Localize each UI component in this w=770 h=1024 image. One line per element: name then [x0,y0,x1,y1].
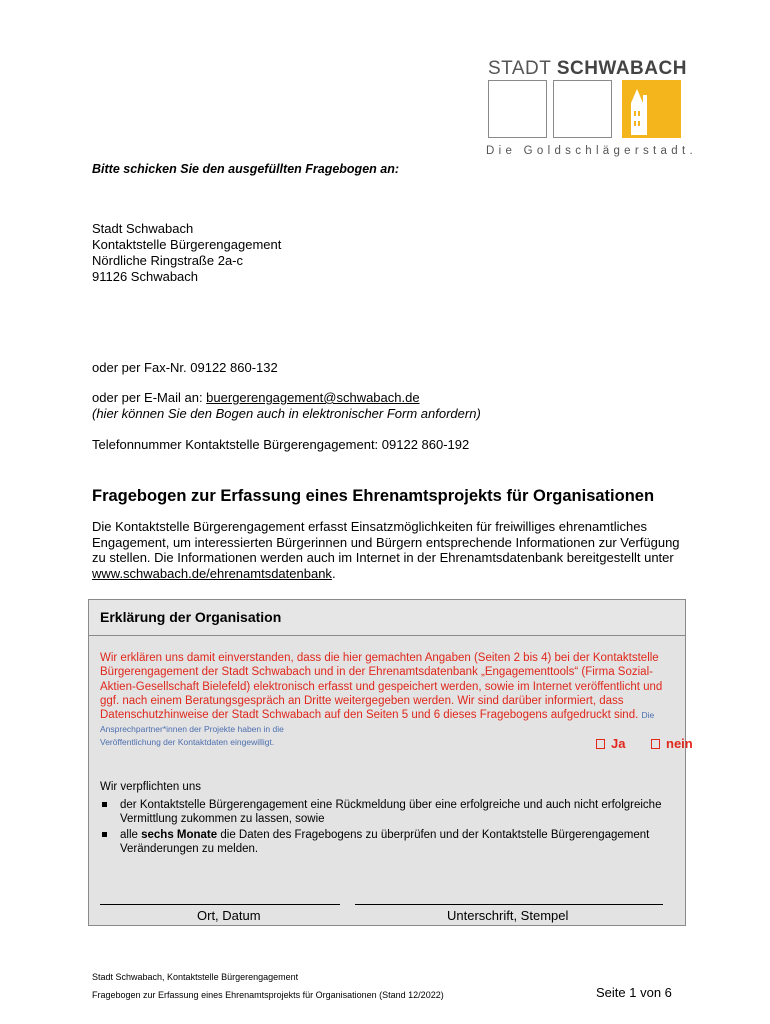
consent-text [100,651,680,737]
bullet-text-pre: alle [120,829,142,841]
place-date-label: Ort, Datum [197,908,261,923]
ja-checkbox[interactable] [596,739,605,749]
page-title: Fragebogen zur Erfassung eines Ehrenamtsprojekts für Organisationen [92,487,655,505]
address-line: Nördliche Ringstraße 2a-c [92,253,244,268]
list-item [100,798,675,826]
bullet-text-bold: sechs Monate [141,829,218,841]
tower-icon [623,81,682,139]
signature-label: Unterschrift, Stempel [447,908,569,923]
declaration-header [89,600,685,636]
logo-box-gold [622,80,681,138]
nein-label: nein [666,736,693,751]
contact-note-2: Veröffentlichung der Kontaktdaten eingewilligt. [100,737,275,747]
address-line: Stadt Schwabach [92,221,194,236]
ja-option[interactable] [596,736,625,751]
bullet-icon [102,802,107,807]
logo-tagline: Die Goldschlägerstadt. [486,145,697,157]
description-paragraph [92,519,692,581]
email-note: (hier können Sie den Bogen auch in elektronischer Form anfordern) [92,406,481,421]
fax-line: oder per Fax-Nr. 09122 860-132 [92,360,278,375]
declaration-box [88,599,693,926]
bullet-icon [102,832,107,837]
database-link[interactable]: www.schwabach.de/ehrenamtsdatenbank [92,565,332,581]
email-block [92,390,481,422]
description-text: Die Kontaktstelle Bürgerengagement erfasst Einsatzmöglichkeiten für freiwilliges ehrenamtliches Engagement, um interessierten Bürgerinnen und Bürgern entsprechende Informationen zur Verfügung zu stellen. Die Informationen werden auch im Internet in der Ehrenamtsdatenbank bereitgestellt unter [92,519,680,565]
logo-name: SCHWABACH [556,58,687,79]
signature-line[interactable] [355,904,663,905]
email-link[interactable]: buergerengagement@schwabach.de [206,390,420,405]
address-line: 91126 Schwabach [92,269,199,284]
bullet-text: der Kontaktstelle Bürgerengagement eine Rückmeldung über eine erfolgreiche und auch nicht erfolgreiche Vermittlung zukommen zu lassen, sowie [120,799,662,825]
logo-box-2 [553,80,612,138]
logo-stadt: STADT [488,58,552,79]
obligation-list [100,798,675,858]
logo-box-1 [488,80,547,138]
consent-statement: Wir erklären uns damit einverstanden, dass die hier gemachten Angaben (Seiten 2 bis 4) bei der Kontaktstelle Bürgerengagement der Stadt Schwabach und in der Ehrenamtsdatenbank „Engagementtools“ (Firma Sozial-Aktien-Gesellschaft Bielefeld) elektronisch erfasst und gespeichert werden, sowie im Internet veröffentlicht und ggf. nach einem Beratungsgespräch an Dritte weitergegeben werden. Wir sind darüber informiert, dass Datenschutzhinweise der Stadt Schwabach auf den Seiten 5 und 6 dieses Fragebogens aufgedruckt sind. [100,652,663,722]
email-prefix: oder per E-Mail an: [92,390,207,405]
address-line: Kontaktstelle Bürgerengagement [92,237,282,252]
nein-option[interactable] [651,736,693,751]
footer-line-2: Fragebogen zur Erfassung eines Ehrenamtsprojekts für Organisationen (Stand 12/2022) [92,990,444,1000]
description-end: . [331,565,336,581]
list-item [100,828,675,856]
phone-line: Telefonnummer Kontaktstelle Bürgerengagement: 09122 860-192 [92,437,470,452]
ja-label: Ja [611,736,626,751]
logo-wordmark [488,58,687,80]
bullet-text-post: die Daten des Fragebogens zu überprüfen und der Kontaktstelle Bürgerengagement Veränderungen zu melden. [120,829,650,855]
contact-note-1: Die Ansprechpartner*innen der Projekte haben in die [100,710,655,735]
footer-line-1: Stadt Schwabach, Kontaktstelle Bürgerengagement [92,972,299,982]
nein-checkbox[interactable] [651,739,660,749]
intro-text: Bitte schicken Sie den ausgefüllten Fragebogen an: [92,162,400,176]
address-block [92,221,281,285]
page-number: Seite 1 von 6 [596,985,672,1000]
declaration-title: Erklärung der Organisation [100,609,282,625]
obligation-intro: Wir verpflichten uns [100,781,201,793]
place-date-line[interactable] [100,904,340,905]
